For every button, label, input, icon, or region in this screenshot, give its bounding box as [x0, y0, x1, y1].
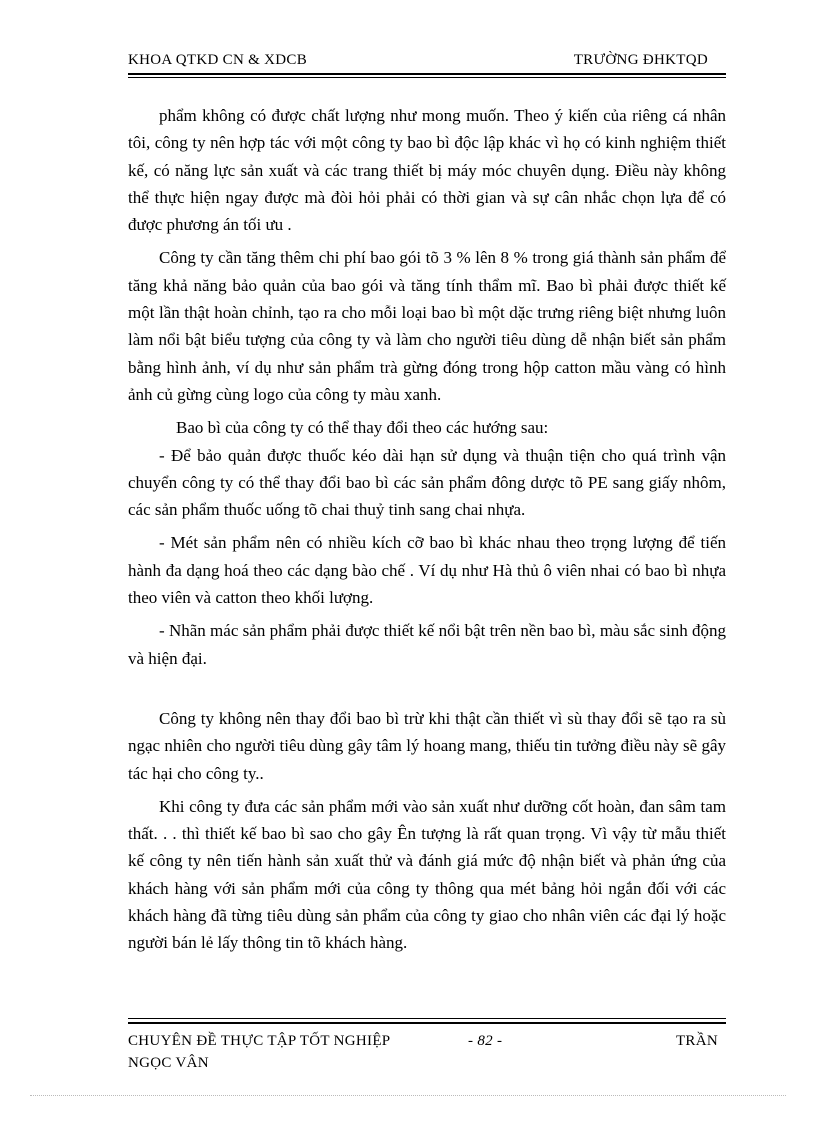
- list-item: - Để bảo quản được thuốc kéo dài hạn sử dụng và thuận tiện cho quá trình vận chuyển công ty có thể thay đổi bao bì các sản phẩm đông dược tõ PE sang giấy nhôm, các sản phẩm thuốc uống tõ chai thuỷ tinh sang chai nhựa.: [128, 445, 726, 520]
- page-bottom-dotted-border: [30, 1095, 786, 1096]
- footer-author-first: TRẦN: [675, 1033, 718, 1049]
- list-item: - Mét sản phẩm nên có nhiều kích cỡ bao bì khác nhau theo trọng lượng để tiến hành đa dạng hoá theo các dạng bào chế . Ví dụ như Hà thủ ô viên nhai có bao bì nhựa theo viên và catton theo khối lượng.: [128, 533, 726, 608]
- paragraph: Khi công ty đưa các sản phẩm mới vào sản xuất như dưỡng cốt hoàn, đan sâm tam thất. . . thì thiết kế bao bì sao cho gây Ên tượng là rất quan trọng. Vì vậy từ mẫu thiết kế công ty nên tiến hành sản xuất thử và đánh giá mức độ nhận biết và phản ứng của khách hàng với sản phẩm mới của công ty thông qua mét bảng hỏi ngắn đối với các khách hàng đã từng tiêu dùng sản phẩm của công ty giao cho nhân viên các đại lý hoặc người bán lẻ lấy thông tin tõ khách hàng.: [128, 796, 726, 953]
- header-rule-thin: [128, 77, 726, 78]
- footer-title: CHUYÊN ĐỀ THỰC TẬP TỐT NGHIỆP: [128, 1033, 391, 1049]
- footer-rule-thick: [128, 1022, 726, 1024]
- header-faculty: KHOA QTKD CN & XDCB: [128, 52, 308, 68]
- paragraph: Bao bì của công ty có thể thay đổi theo các hướng sau:: [176, 418, 549, 438]
- footer-author-second: NGỌC VÂN: [128, 1055, 209, 1071]
- header-university: TRƯỜNG ĐHKTQD: [573, 52, 708, 68]
- list-item: - Nhãn mác sản phẩm phải được thiết kế nổi bật trên nền bao bì, màu sắc sinh động và hiện đại.: [128, 621, 726, 668]
- paragraph: phẩm không có được chất lượng như mong muốn. Theo ý kiến của riêng cá nhân tôi, công ty nên hợp tác với một công ty bao bì độc lập khác vì họ có kinh nghiệm thiết kế, có năng lực sản xuất và các trang thiết bị máy móc chuyên dụng. Điều này không thể thực hiện ngay được mà đòi hỏi phải có thời gian và sự cân nhắc chọn lựa để có được phương án tối ưu .: [128, 106, 726, 235]
- page-number: - 82 -: [468, 1033, 503, 1049]
- header-rule-thick: [128, 73, 726, 75]
- paragraph: Công ty cần tăng thêm chi phí bao gói tõ 3 % lên 8 % trong giá thành sản phẩm để tăng khả năng bảo quản của bao gói và tăng tính thẩm mĩ. Bao bì phải được thiết kế một lần thật hoàn chỉnh, tạo ra cho mỗi loại bao bì một dặc trưng riêng biệt nhưng luôn làm nổi bật biểu tượng của công ty và làm cho người tiêu dùng dễ nhận biết sản phẩm bằng hình ảnh, ví dụ như sản phẩm trà gừng đóng trong hộp catton mầu vàng có hình ảnh củ gừng cùng logo của công ty màu xanh.: [128, 248, 726, 404]
- footer-rule-thin: [128, 1018, 726, 1019]
- body-text: [128, 102, 726, 957]
- paragraph: Công ty không nên thay đổi bao bì trừ khi thật cần thiết vì sù thay đổi sẽ tạo ra sù ngạc nhiên cho người tiêu dùng gây tâm lý hoang mang, thiếu tin tưởng điều này sẽ gây tác hại cho công ty..: [128, 708, 726, 783]
